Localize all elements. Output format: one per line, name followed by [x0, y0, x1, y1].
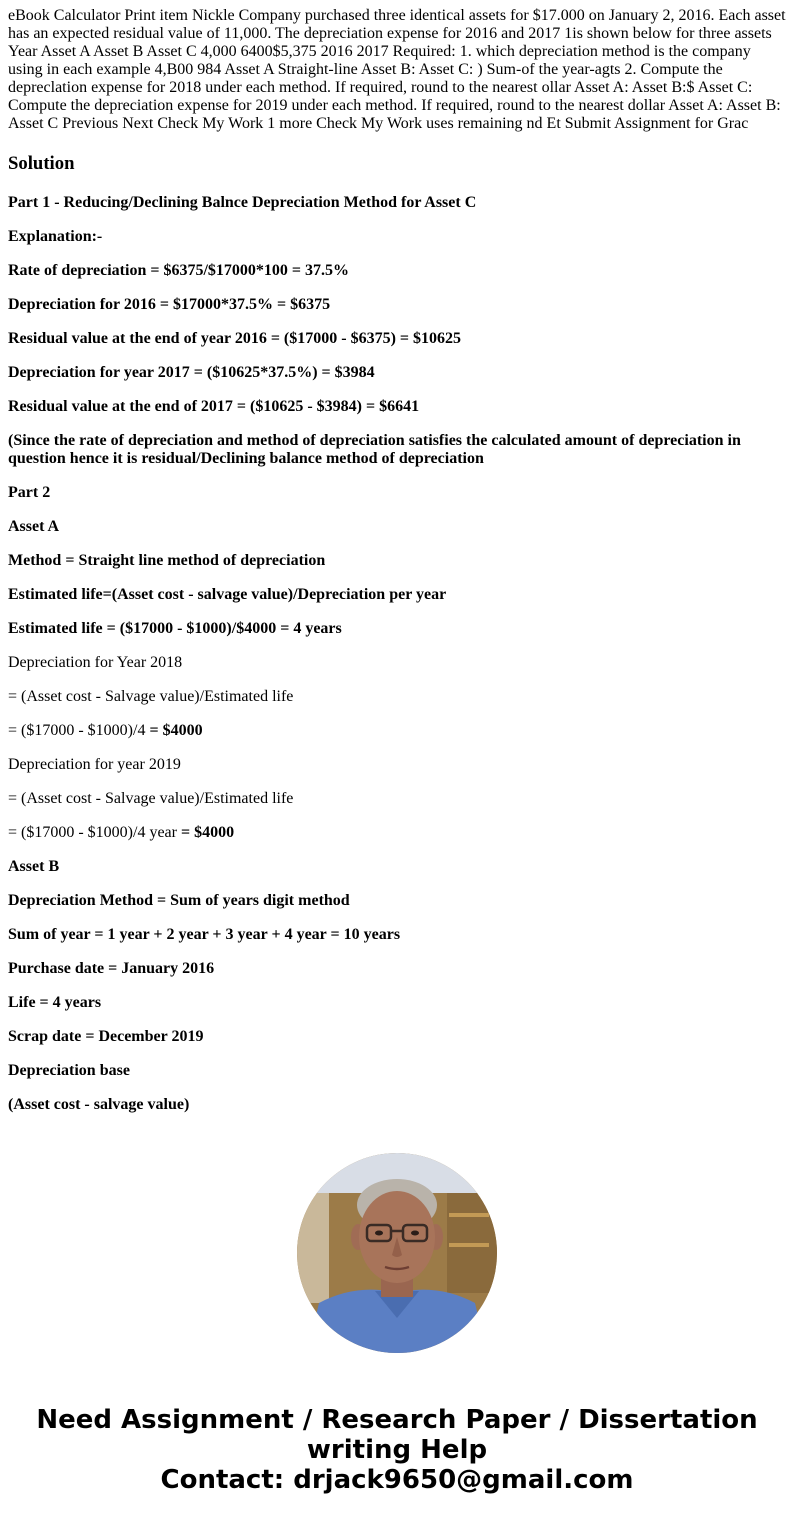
solution-line: Residual value at the end of year 2016 = ($17000 - $6375) = $10625 — [8, 330, 462, 347]
solution-lines — [8, 194, 788, 1114]
solution-line: Depreciation for Year 2018 — [8, 654, 183, 671]
author-portrait — [297, 1153, 497, 1353]
solution-line: Asset B — [8, 858, 60, 875]
solution-line: Purchase date = January 2016 — [8, 960, 215, 977]
solution-line: Sum of year = 1 year + 2 year + 3 year + 4 year = 10 years — [8, 926, 401, 943]
solution-line: = ($17000 - $1000)/4 year = $4000 — [8, 824, 235, 841]
solution-line: Rate of depreciation = $6375/$17000*100 = 37.5% — [8, 262, 350, 279]
solution-line: Life = 4 years — [8, 994, 102, 1011]
solution-line: (Asset cost - salvage value) — [8, 1096, 190, 1113]
solution-line: Depreciation Method = Sum of years digit method — [8, 892, 350, 909]
solution-line: Explanation:- — [8, 228, 103, 245]
question-text: eBook Calculator Print item Nickle Company purchased three identical assets for $17.000 on January 2, 2016. Each asset has an expected residual value of 11,000. The depreciation expense for 2016 and 2017 1is shown below for three assets Year Asset A Asset B Asset C 4,000 6400$5,375 2016 2017 Required: 1. which depreciation method is the company using in each example 4,B00 984 Asset A Straight-line Asset B: Asset C: ) Sum-of the year-agts 2. Compute the depreclation expense for 2018 under each method. If required, round to the nearest ollar Asset A: Asset B:$ Asset C: Compute the depreciation expense for 2019 under each method. If required, round to the nearest dollar Asset A: Asset B: Asset C Previous Next Check My Work 1 more Check My Work uses remaining nd Et Submit Assignment for Grac — [8, 7, 786, 132]
document-body — [8, 7, 788, 1130]
solution-line: Method = Straight line method of depreciation — [8, 552, 326, 569]
solution-line: Depreciation for 2016 = $17000*37.5% = $6375 — [8, 296, 331, 313]
solution-line: Scrap date = December 2019 — [8, 1028, 204, 1045]
solution-line: Depreciation for year 2019 — [8, 756, 181, 773]
solution-line: Depreciation base — [8, 1062, 130, 1079]
solution-line: Part 2 — [8, 484, 51, 501]
solution-line: = (Asset cost - Salvage value)/Estimated life — [8, 688, 294, 705]
author-avatar — [297, 1153, 497, 1353]
solution-line: Residual value at the end of 2017 = ($10625 - $3984) = $6641 — [8, 398, 420, 415]
solution-line: Estimated life=(Asset cost - salvage value)/Depreciation per year — [8, 586, 447, 603]
footer-banner — [0, 1405, 794, 1495]
solution-line: Depreciation for year 2017 = ($10625*37.5%) = $3984 — [8, 364, 375, 381]
footer-line-2: writing Help — [306, 1435, 488, 1465]
footer-contact: Contact: drjack9650@gmail.com — [160, 1465, 634, 1495]
solution-heading: Solution — [8, 153, 75, 174]
solution-line: Estimated life = ($17000 - $1000)/$4000 = 4 years — [8, 620, 342, 637]
solution-line: = ($17000 - $1000)/4 = $4000 — [8, 722, 203, 739]
solution-line: = (Asset cost - Salvage value)/Estimated life — [8, 790, 294, 807]
solution-line: Part 1 - Reducing/Declining Balnce Depreciation Method for Asset C — [8, 194, 477, 211]
solution-line: (Since the rate of depreciation and method of depreciation satisfies the calculated amount of depreciation in question hence it is residual/Declining balance method of depreciation — [8, 432, 741, 467]
footer-line-1: Need Assignment / Research Paper / Dissertation — [36, 1405, 758, 1435]
solution-line: Asset A — [8, 518, 60, 535]
